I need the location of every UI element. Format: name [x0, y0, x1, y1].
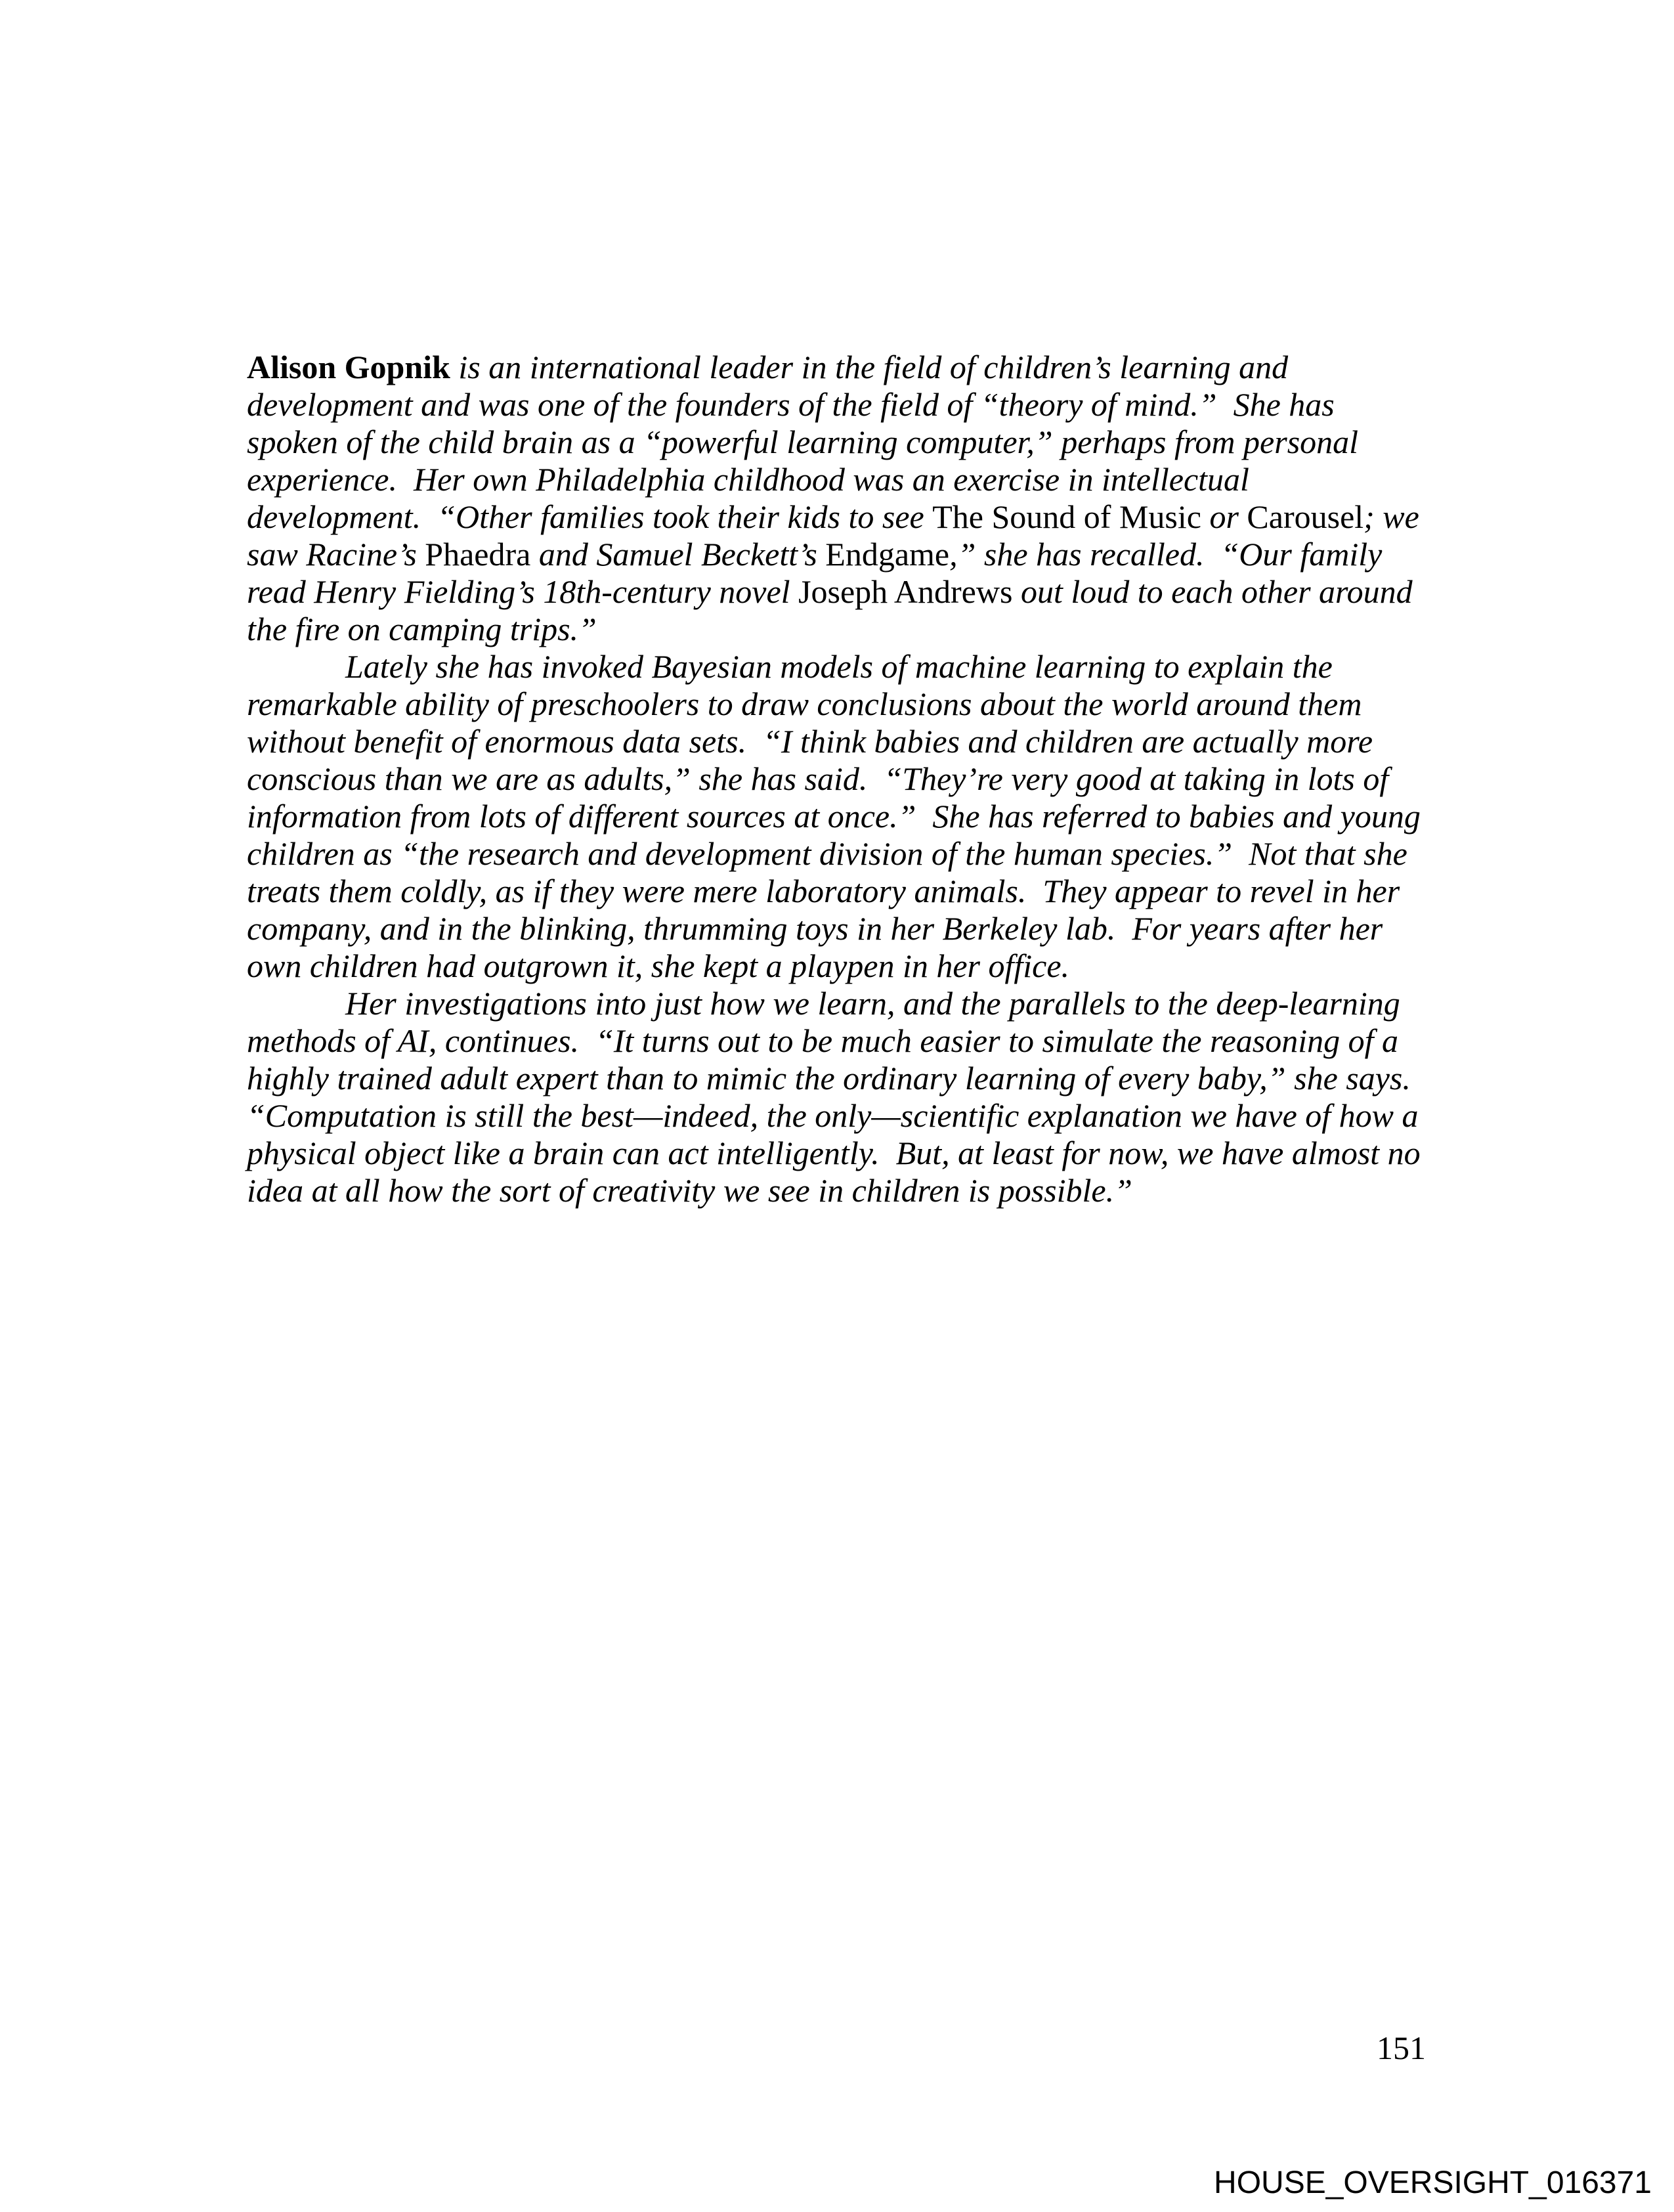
italic-text-segment: remarkable ability of preschoolers to draw conclusions about the world around them [247, 685, 1362, 722]
text-line [247, 423, 1534, 461]
text-line [247, 1172, 1534, 1209]
text-line [247, 835, 1534, 873]
text-line [247, 611, 1534, 648]
paragraph [247, 349, 1534, 648]
italic-text-segment: saw Racine’s [247, 536, 425, 573]
italic-text-segment: treats them coldly, as if they were mere laboratory animals. They appear to revel in her [247, 873, 1400, 909]
text-line [247, 685, 1534, 723]
text-line [247, 760, 1534, 798]
text-line [247, 873, 1534, 910]
italic-text-segment: ; we [1363, 498, 1419, 535]
roman-text-segment: Endgame [825, 536, 950, 573]
text-line [247, 1135, 1534, 1172]
italic-text-segment: highly trained adult expert than to mimic the ordinary learning of every baby,” she says. [247, 1060, 1411, 1096]
text-line [247, 1022, 1534, 1060]
roman-text-segment: Carousel [1247, 498, 1364, 535]
page-number: 151 [1377, 2029, 1426, 2066]
italic-text-segment: the fire on camping trips.” [247, 611, 597, 647]
italic-text-segment: without benefit of enormous data sets. “I think babies and children are actually more [247, 723, 1373, 760]
text-line [247, 386, 1534, 423]
italic-text-segment: company, and in the blinking, thrumming toys in her Berkeley lab. For years after her [247, 910, 1383, 947]
italic-text-segment: is an international leader in the field of children’s learning and [450, 349, 1289, 385]
text-line [247, 798, 1534, 835]
italic-text-segment: Lately she has invoked Bayesian models of machine learning to explain the [345, 648, 1333, 685]
roman-text-segment: Phaedra [425, 536, 531, 573]
italic-text-segment: development and was one of the founders of the field of “theory of mind.” She has [247, 386, 1335, 423]
bold-text-segment: Alison Gopnik [247, 349, 450, 385]
italic-text-segment: read Henry Fielding’s 18th-century novel [247, 573, 799, 610]
text-line [247, 1060, 1534, 1097]
text-line [247, 498, 1534, 536]
italic-text-segment: ,” she has recalled. “Our family [949, 536, 1383, 573]
body-text [247, 349, 1534, 1209]
italic-text-segment: and Samuel Beckett’s [530, 536, 826, 573]
text-line [247, 947, 1534, 985]
italic-text-segment: idea at all how the sort of creativity we see in children is possible.” [247, 1172, 1132, 1209]
italic-text-segment: out loud to each other around [1012, 573, 1413, 610]
text-line [247, 536, 1534, 573]
text-line [247, 648, 1534, 685]
paragraph [247, 648, 1534, 985]
text-line [247, 1097, 1534, 1135]
roman-text-segment: The Sound of Music [932, 498, 1201, 535]
italic-text-segment: physical object like a brain can act intelligently. But, at least for now, we have almost no [247, 1135, 1421, 1171]
roman-text-segment: Joseph Andrews [798, 573, 1013, 610]
italic-text-segment: children as “the research and development division of the human species.” Not that she [247, 835, 1407, 872]
text-line [247, 349, 1534, 386]
italic-text-segment: conscious than we are as adults,” she has said. “They’re very good at taking in lots of [247, 760, 1389, 797]
italic-text-segment: spoken of the child brain as a “powerful learning computer,” perhaps from personal [247, 423, 1359, 460]
italic-text-segment: information from lots of different sources at once.” She has referred to babies and young [247, 798, 1421, 835]
italic-text-segment: experience. Her own Philadelphia childhood was an exercise in intellectual [247, 461, 1249, 498]
italic-text-segment: methods of AI, continues. “It turns out to be much easier to simulate the reasoning of a [247, 1022, 1399, 1059]
italic-text-segment: development. “Other families took their kids to see [247, 498, 933, 535]
bates-stamp: HOUSE_OVERSIGHT_016371 [1214, 2165, 1652, 2200]
italic-text-segment: or [1201, 498, 1247, 535]
text-line [247, 723, 1534, 760]
italic-text-segment: own children had outgrown it, she kept a playpen in her office. [247, 947, 1070, 984]
text-line [247, 461, 1534, 498]
text-line [247, 985, 1534, 1022]
italic-text-segment: Her investigations into just how we learn, and the parallels to the deep-learning [345, 985, 1400, 1022]
paragraph [247, 985, 1534, 1209]
text-line [247, 910, 1534, 947]
italic-text-segment: “Computation is still the best—indeed, the only—scientific explanation we have of how a [247, 1097, 1419, 1134]
text-line [247, 573, 1534, 611]
